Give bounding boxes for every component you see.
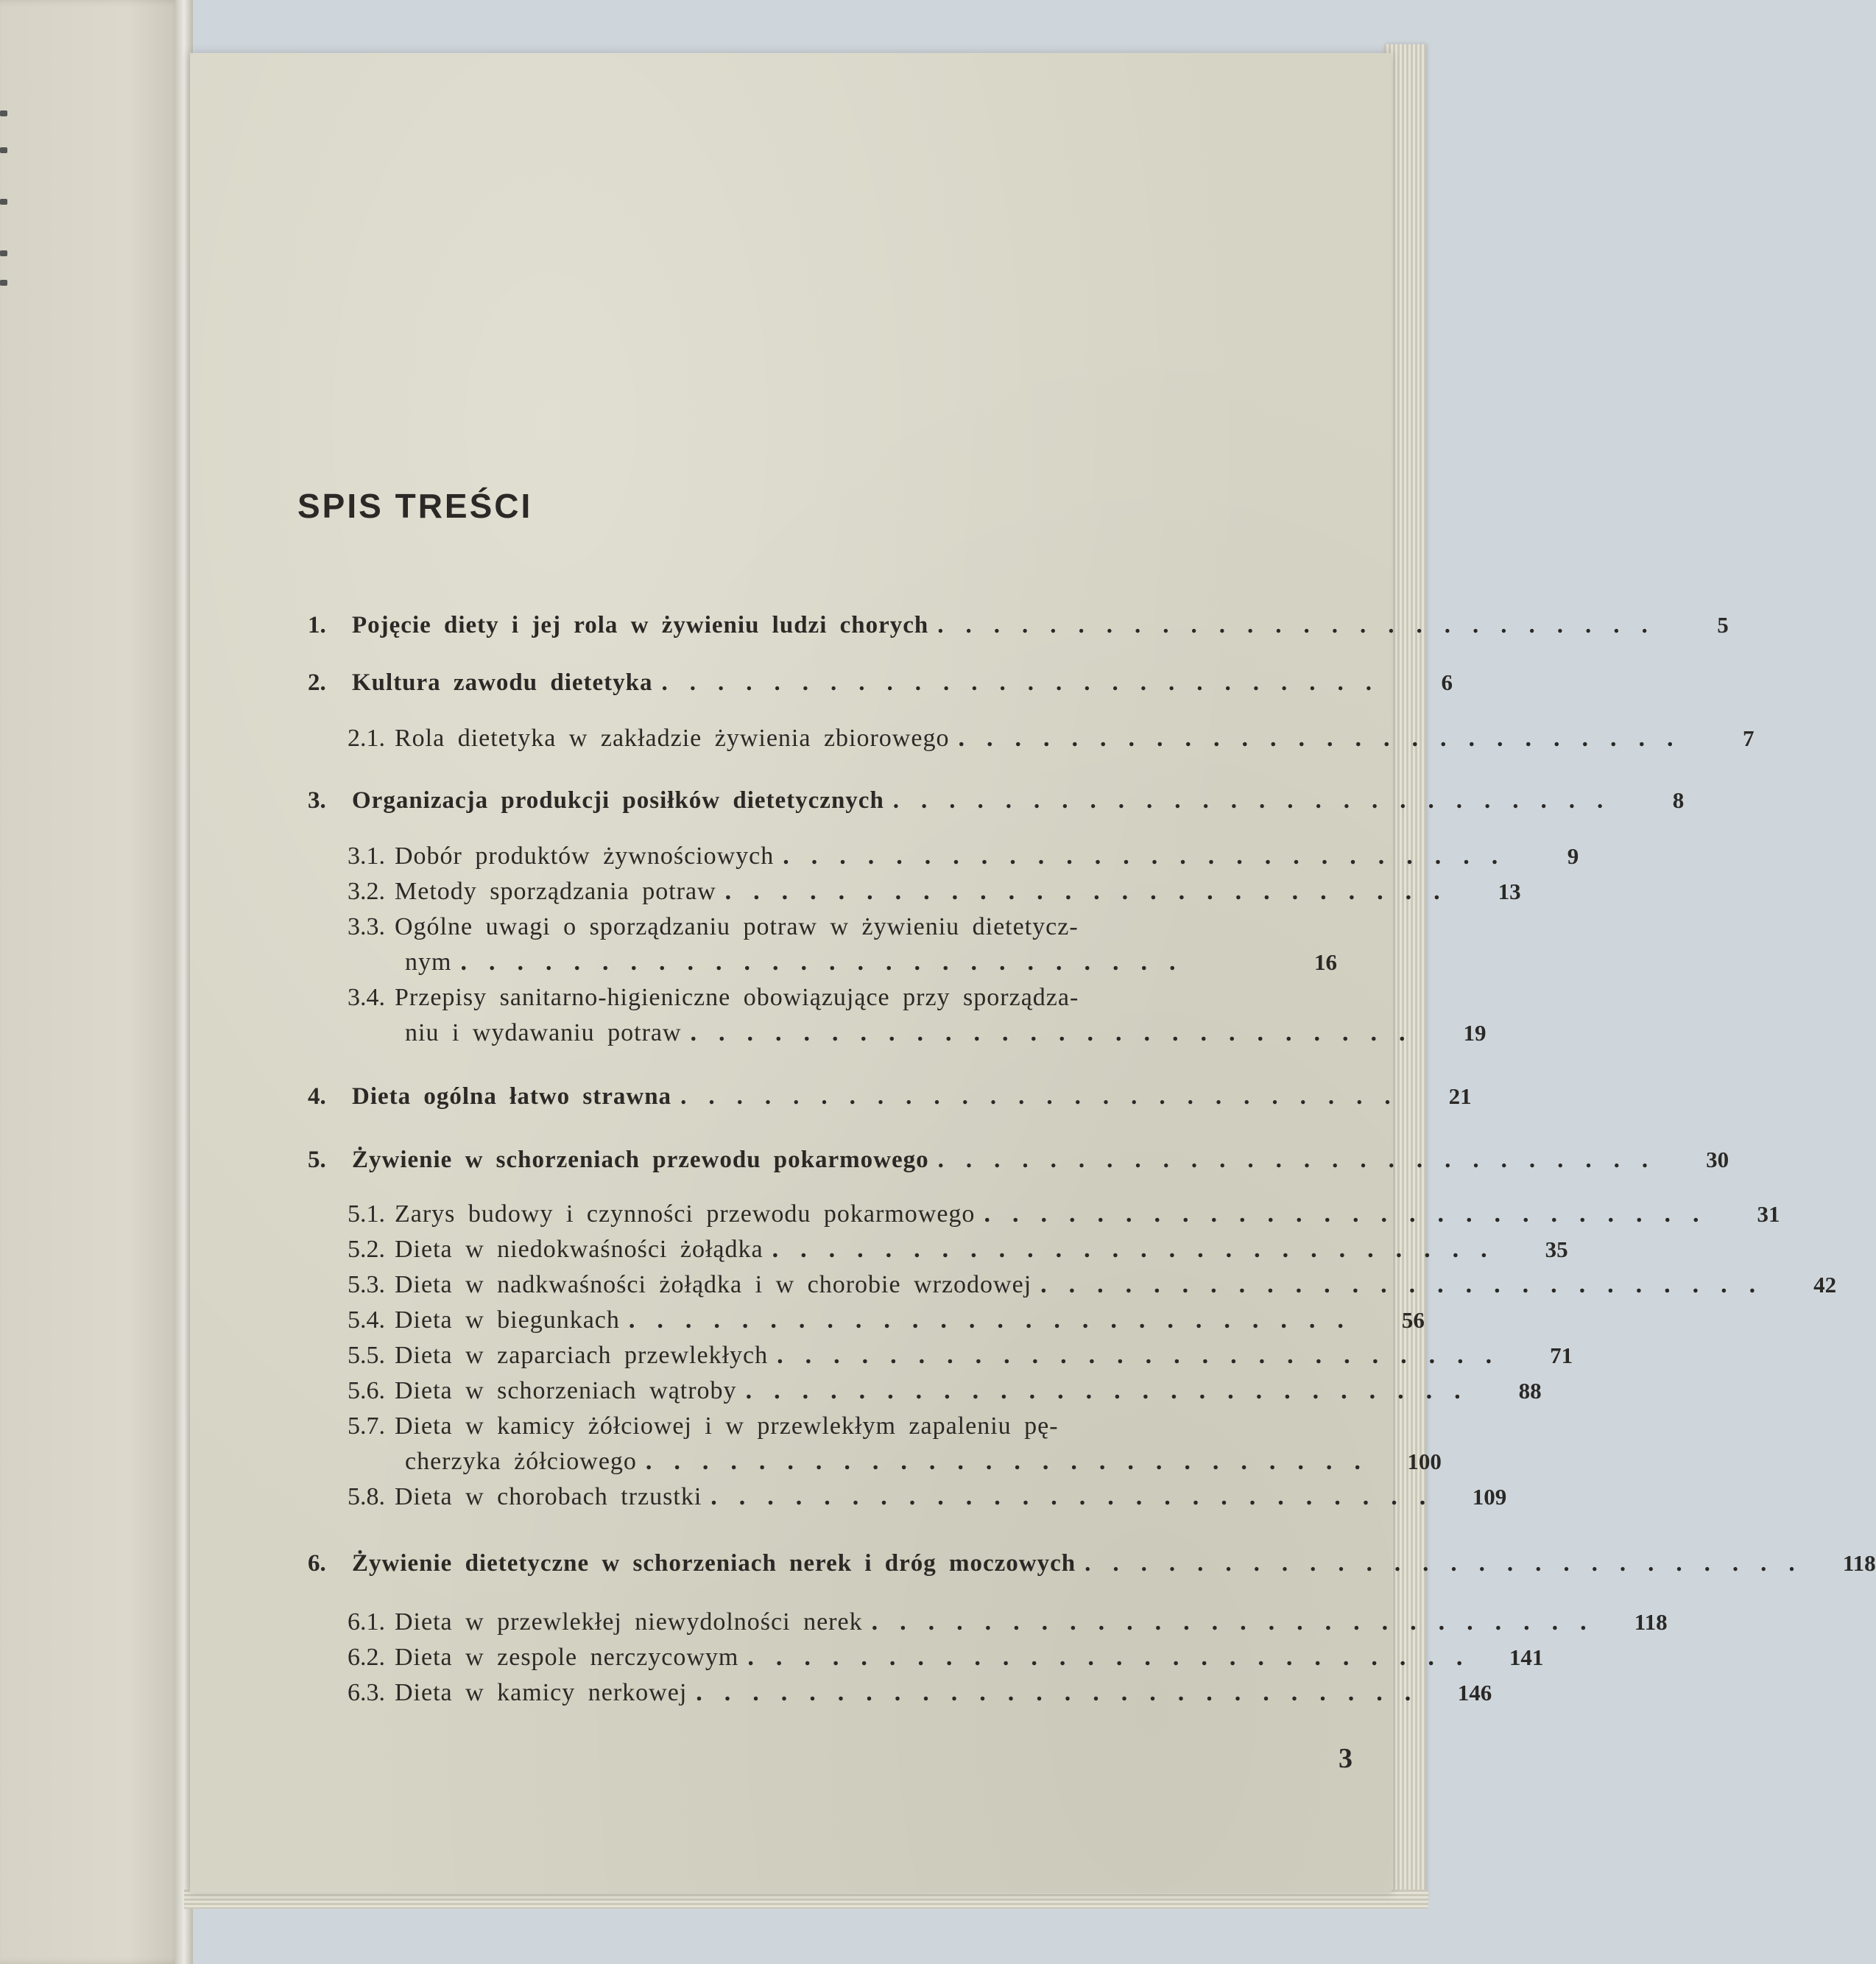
entry-title: Dieta ogólna łatwo strawna	[352, 1083, 672, 1110]
entry-number: 1.	[308, 612, 326, 638]
entry-number: 5.4.	[348, 1306, 385, 1334]
toc-entry	[348, 875, 1521, 909]
entry-number: 4.	[308, 1083, 326, 1110]
toc-entry	[308, 608, 1729, 642]
entry-number: 3.1.	[348, 842, 385, 870]
dot-leader: ..........................	[783, 842, 1520, 870]
entry-page: 19	[1463, 1020, 1487, 1046]
entry-title: Dieta w zaparciach przewlekłych	[395, 1342, 769, 1369]
dot-leader: ..........................	[937, 1147, 1671, 1173]
toc-entry	[308, 1546, 1876, 1580]
toc-entry	[348, 1641, 1544, 1675]
entry-page: 146	[1457, 1680, 1492, 1706]
entry-number: 5.7.	[348, 1412, 385, 1440]
entry-number: 6.3.	[348, 1679, 385, 1706]
entry-page: 6	[1441, 669, 1453, 695]
dot-leader: ..........................	[1040, 1271, 1778, 1298]
toc-entry	[348, 1233, 1568, 1267]
toc-entry	[348, 1197, 1780, 1231]
dot-leader: ..........................	[690, 1019, 1428, 1046]
entry-number: 5.8.	[348, 1483, 385, 1510]
entry-page: 118	[1842, 1550, 1876, 1576]
print-mark	[0, 250, 7, 256]
entry-page: 42	[1813, 1272, 1837, 1298]
entry-title: Żywienie dietetyczne w schorzeniach nerek i dróg moczowych	[352, 1550, 1076, 1577]
dot-leader: ..........................	[777, 1342, 1514, 1369]
toc-entry	[348, 722, 1755, 756]
entry-page: 21	[1448, 1083, 1472, 1109]
toc-entry	[308, 1080, 1472, 1113]
entry-title-continuation: niu i wydawaniu potraw	[405, 1019, 682, 1046]
entry-number: 3.3.	[348, 913, 385, 940]
entry-title: Dieta w schorzeniach wątroby	[395, 1377, 737, 1404]
toc-entry	[348, 1268, 1837, 1302]
toc-entry	[348, 1339, 1573, 1373]
toc-entry-continuation	[405, 1445, 1442, 1479]
entry-title-continuation: nym	[405, 948, 452, 976]
entry-page: 71	[1550, 1342, 1573, 1368]
entry-page: 7	[1742, 725, 1755, 751]
entry-title: Organizacja produkcji posiłków dietetycznych	[352, 787, 884, 814]
entry-title: Dieta w kamicy żółciowej i w przewlekłym zapaleniu pę-	[395, 1412, 1059, 1440]
dot-leader: ..........................	[460, 948, 1198, 976]
dot-leader: ..........................	[745, 1377, 1483, 1404]
entry-number: 6.1.	[348, 1608, 385, 1636]
entry-page: 16	[1314, 949, 1337, 975]
toc-entry	[308, 1143, 1729, 1177]
entry-title: Dobór produktów żywnościowych	[395, 842, 775, 870]
dot-leader: ..........................	[724, 878, 1462, 905]
toc-entry	[348, 1303, 1425, 1337]
entry-page: 35	[1545, 1236, 1568, 1262]
entry-page: 100	[1407, 1449, 1442, 1474]
entry-title: Dieta w biegunkach	[395, 1306, 620, 1334]
dot-leader: ..........................	[937, 612, 1670, 638]
dot-leader: ..........................	[661, 669, 1394, 696]
page-title: SPIS TREŚCI	[297, 487, 533, 525]
dot-leader: ..........................	[958, 725, 1696, 752]
toc-entry	[348, 1480, 1507, 1514]
entry-number: 5.3.	[348, 1271, 385, 1298]
entry-number: 6.	[308, 1550, 326, 1577]
entry-number: 2.1.	[348, 725, 385, 752]
dot-leader: ..........................	[645, 1448, 1383, 1475]
dot-leader: ..........................	[871, 1608, 1609, 1636]
entry-page: 8	[1672, 787, 1685, 813]
entry-title: Przepisy sanitarno-higieniczne obowiązujące przy sporządza-	[395, 984, 1079, 1011]
entry-title: Żywienie w schorzeniach przewodu pokarmowego	[352, 1147, 929, 1173]
entry-page: 88	[1518, 1378, 1542, 1404]
toc-entry-continuation	[405, 1016, 1487, 1050]
entry-title: Dieta w zespole nerczycowym	[395, 1644, 739, 1671]
page-number: 3	[1339, 1743, 1353, 1774]
print-mark	[0, 199, 7, 205]
entry-number: 3.4.	[348, 984, 385, 1011]
dot-leader: ..........................	[696, 1679, 1434, 1706]
print-mark	[0, 147, 7, 153]
entry-title: Dieta w chorobach trzustki	[395, 1483, 702, 1510]
entry-page: 5	[1717, 612, 1729, 638]
toc-entry	[348, 981, 1337, 1015]
toc-entry	[348, 840, 1579, 873]
dot-leader: ..........................	[892, 787, 1626, 814]
dot-leader: ..........................	[680, 1083, 1413, 1110]
entry-title: Metody sporządzania potraw	[395, 878, 716, 905]
entry-page: 13	[1498, 879, 1521, 904]
entry-title: Rola dietetyka w zakładzie żywienia zbiorowego	[395, 725, 950, 752]
toc-entry	[308, 666, 1453, 700]
entry-title-continuation: cherzyka żółciowego	[405, 1448, 637, 1475]
entry-title: Dieta w kamicy nerkowej	[395, 1679, 688, 1706]
dot-leader: ..........................	[1085, 1550, 1817, 1577]
entry-title: Dieta w nadkwaśności żołądka i w chorobie wrzodowej	[395, 1271, 1032, 1298]
entry-page: 118	[1634, 1609, 1668, 1635]
entry-title: Zarys budowy i czynności przewodu pokarmowego	[395, 1200, 976, 1228]
toc-entry	[348, 910, 1337, 944]
entry-number: 5.	[308, 1147, 326, 1173]
dot-leader: ..........................	[747, 1644, 1485, 1671]
entry-page: 141	[1509, 1644, 1544, 1670]
dot-leader: ..........................	[772, 1236, 1509, 1263]
toc-entry	[348, 1676, 1492, 1710]
entry-number: 6.2.	[348, 1644, 385, 1671]
toc-entry	[348, 1605, 1668, 1639]
print-mark	[0, 280, 7, 286]
dot-leader: ..........................	[710, 1483, 1448, 1510]
entry-page: 31	[1757, 1201, 1780, 1227]
entry-number: 5.6.	[348, 1377, 385, 1404]
dot-leader: ..........................	[628, 1306, 1366, 1334]
entry-number: 3.	[308, 787, 326, 814]
entry-page: 9	[1567, 843, 1579, 869]
entry-number: 5.1.	[348, 1200, 385, 1228]
entry-number: 5.2.	[348, 1236, 385, 1263]
entry-title: Ogólne uwagi o sporządzaniu potraw w żywieniu dietetycz-	[395, 913, 1079, 940]
dot-leader: ..........................	[984, 1200, 1721, 1228]
print-mark	[0, 110, 7, 116]
toc-entry-continuation	[405, 946, 1337, 979]
entry-number: 3.2.	[348, 878, 385, 905]
entry-title: Dieta w niedokwaśności żołądka	[395, 1236, 764, 1263]
entry-title: Kultura zawodu dietetyka	[352, 669, 653, 696]
toc-entry	[308, 784, 1685, 817]
entry-title: Dieta w przewlekłej niewydolności nerek	[395, 1608, 863, 1636]
entry-number: 5.5.	[348, 1342, 385, 1369]
entry-number: 2.	[308, 669, 326, 696]
facing-page	[0, 0, 183, 1964]
entry-page: 56	[1401, 1307, 1425, 1333]
entry-title: Pojęcie diety i jej rola w żywieniu ludzi chorych	[352, 612, 929, 638]
entry-page: 109	[1472, 1484, 1507, 1510]
toc-entry	[348, 1409, 1337, 1443]
entry-page: 30	[1706, 1147, 1729, 1172]
toc-entry	[348, 1374, 1542, 1408]
